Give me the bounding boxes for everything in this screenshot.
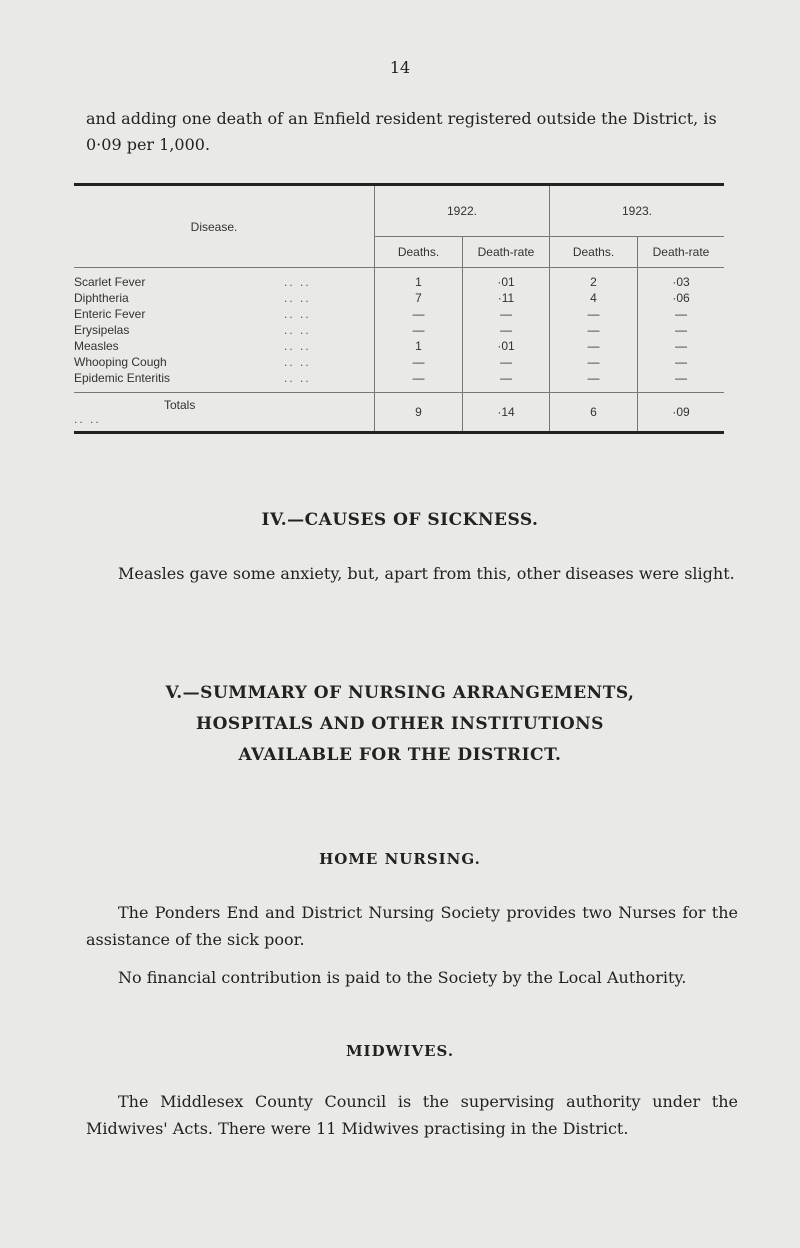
causes-of-sickness-heading: IV.—CAUSES OF SICKNESS. <box>261 510 539 530</box>
dot-leader: .. .. <box>284 275 311 289</box>
death-rate-1922: — <box>463 322 550 338</box>
disease-column-header: Disease. <box>74 185 375 268</box>
deaths-1922: — <box>375 354 463 370</box>
disease-name: Measles <box>74 339 119 353</box>
heading-line: AVAILABLE FOR THE DISTRICT. <box>238 745 562 765</box>
deaths-header-1923: Deaths. <box>549 237 637 268</box>
deaths-1922: — <box>375 322 463 338</box>
deaths-1922: 7 <box>375 290 463 306</box>
table-header-years <box>74 185 724 237</box>
causes-of-sickness-paragraph: Measles gave some anxiety, but, apart from this, other diseases were slight. <box>118 564 735 583</box>
deaths-1922: — <box>375 306 463 322</box>
disease-name: Diphtheria <box>74 291 129 305</box>
death-rate-header-1923: Death-rate <box>638 237 725 268</box>
dot-leader: .. .. <box>74 412 101 426</box>
death-rate-1923: — <box>638 306 725 322</box>
deaths-1923: — <box>549 338 637 354</box>
table-row <box>74 290 724 306</box>
total-deaths-1923: 6 <box>549 393 637 433</box>
dot-leader: .. .. <box>284 307 311 321</box>
deaths-1922: 1 <box>375 268 463 291</box>
intro-paragraph: and adding one death of an Enfield resident registered outside the District, is 0·09 per 1,000. <box>86 109 717 154</box>
total-death-rate-1923: ·09 <box>638 393 725 433</box>
totals-label: Totals <box>164 398 196 412</box>
nursing-society-paragraph: The Ponders End and District Nursing Society provides two Nurses for the assistance of the sick poor. <box>86 903 738 949</box>
death-rate-1922: — <box>463 306 550 322</box>
disease-name: Erysipelas <box>74 323 130 337</box>
financial-contribution-paragraph: No financial contribution is paid to the Society by the Local Authority. <box>118 968 687 987</box>
table-row <box>74 322 724 338</box>
death-rate-1923: ·03 <box>638 268 725 291</box>
death-rate-1923: — <box>638 338 725 354</box>
death-rate-1923: ·06 <box>638 290 725 306</box>
year-header-1922: 1922. <box>375 185 550 237</box>
deaths-1923: — <box>549 354 637 370</box>
deaths-header-1922: Deaths. <box>375 237 463 268</box>
home-nursing-heading: HOME NURSING. <box>319 850 481 868</box>
table-row <box>74 306 724 322</box>
deaths-1922: 1 <box>375 338 463 354</box>
midwives-heading: MIDWIVES. <box>345 1042 455 1060</box>
disease-name: Epidemic Enteritis <box>74 371 171 385</box>
heading-line: V.—SUMMARY OF NURSING ARRANGEMENTS, <box>165 683 635 703</box>
deaths-1923: 2 <box>549 268 637 291</box>
deaths-1923: — <box>549 322 637 338</box>
deaths-1923: — <box>549 306 637 322</box>
totals-row <box>74 393 724 433</box>
death-rate-1922: ·11 <box>463 290 550 306</box>
death-rate-header-1922: Death-rate <box>463 237 550 268</box>
table-row <box>74 338 724 354</box>
table-row <box>74 354 724 370</box>
dot-leader: .. .. <box>284 323 311 337</box>
death-rate-1923: — <box>638 354 725 370</box>
heading-line: HOSPITALS AND OTHER INSTITUTIONS <box>196 714 604 734</box>
death-rate-1922: ·01 <box>463 268 550 291</box>
total-deaths-1922: 9 <box>375 393 463 433</box>
nursing-summary-heading <box>0 678 800 771</box>
mortality-table <box>74 183 724 434</box>
death-rate-1922: — <box>463 354 550 370</box>
death-rate-1922: — <box>463 370 550 393</box>
deaths-1923: — <box>549 370 637 393</box>
disease-name: Scarlet Fever <box>74 275 146 289</box>
dot-leader: .. .. <box>284 291 311 305</box>
midwives-paragraph: The Middlesex County Council is the supervising authority under the Midwives' Acts. There were 11 Midwives practising in the District. <box>86 1092 738 1138</box>
dot-leader: .. .. <box>284 355 311 369</box>
deaths-1923: 4 <box>549 290 637 306</box>
death-rate-1923: — <box>638 370 725 393</box>
page-number: 14 <box>389 58 411 77</box>
table-row <box>74 370 724 393</box>
deaths-1922: — <box>375 370 463 393</box>
death-rate-1923: — <box>638 322 725 338</box>
death-rate-1922: ·01 <box>463 338 550 354</box>
total-death-rate-1922: ·14 <box>463 393 550 433</box>
year-header-1923: 1923. <box>549 185 724 237</box>
table-row <box>74 268 724 291</box>
dot-leader: .. .. <box>284 371 311 385</box>
disease-name: Enteric Fever <box>74 307 146 321</box>
disease-name: Whooping Cough <box>74 355 167 369</box>
dot-leader: .. .. <box>284 339 311 353</box>
